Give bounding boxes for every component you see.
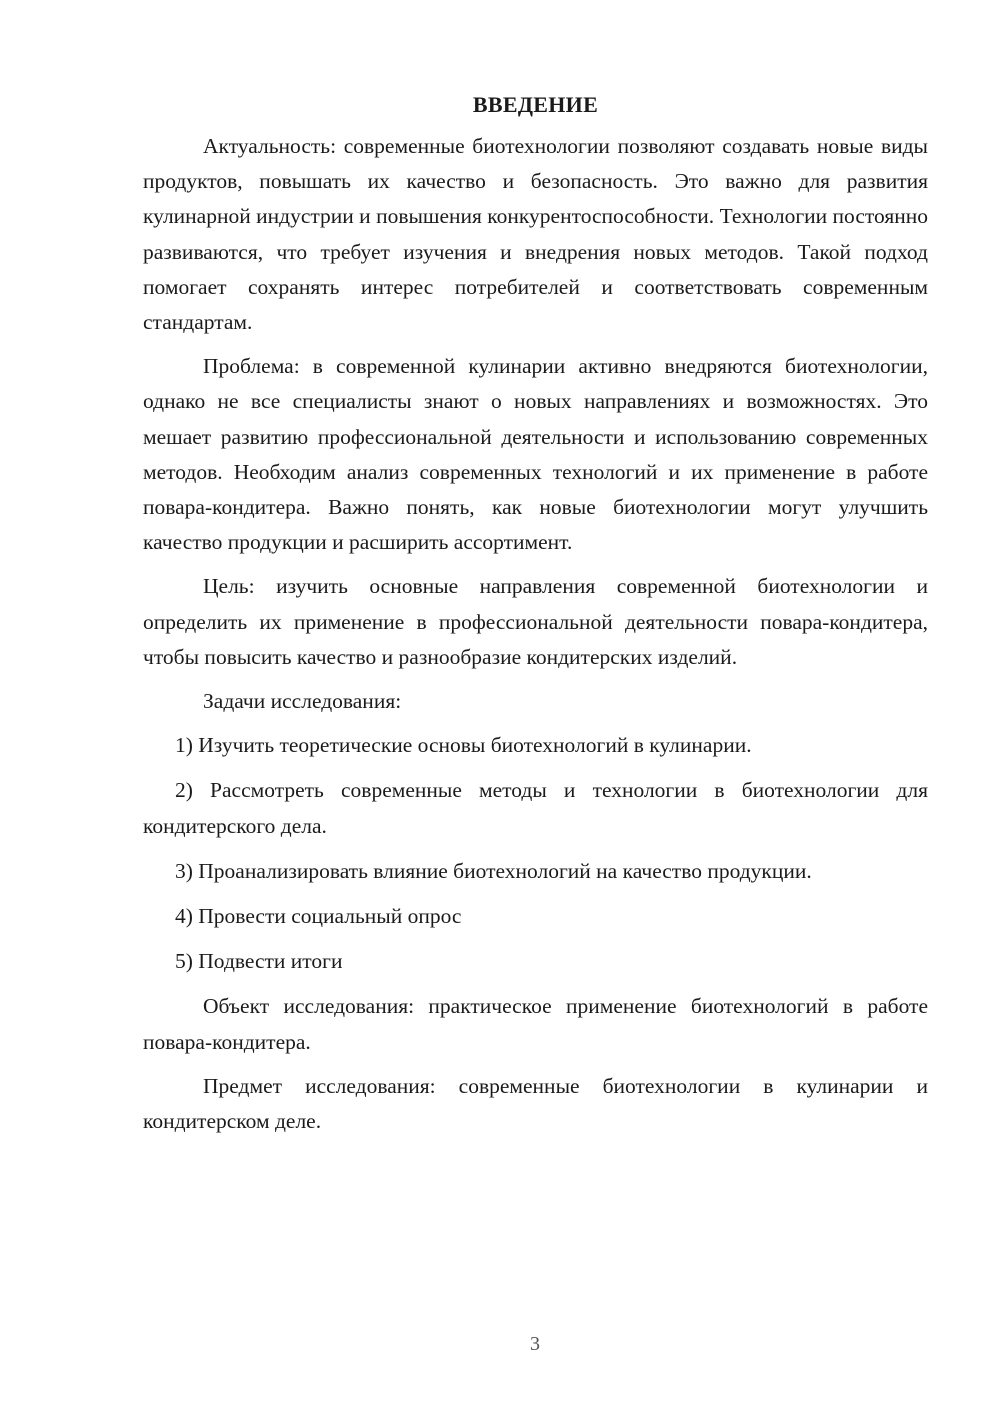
task-item-4: 4) Провести социальный опрос — [175, 904, 462, 929]
subject-paragraph: Предмет исследования: современные биотехнологии в кулинарии и кондитерском деле. — [143, 1073, 928, 1134]
task-item-2: 2) Рассмотреть современные методы и технологии в биотехнологии для кондитерского дела. — [143, 778, 928, 838]
relevance-paragraph: Актуальность: современные биотехнологии позволяют создавать новые виды продуктов, повышать их качество и безопасность. Это важно для развития кулинарной индустрии и повышения конкурентоспособности. Технологии постоянно развиваются, что требует изучения и внедрения новых методов. Такой подход помогает сохранять интерес потребителей и соответствовать современным стандартам. — [143, 134, 928, 335]
task-item-5: 5) Подвести итоги — [175, 949, 343, 974]
problem-paragraph: Проблема: в современной кулинарии активно внедряются биотехнологии, однако не все специалисты знают о новых направлениях и возможностях. Это мешает развитию профессиональной деятельности и использованию современных методов. Необходим анализ современных технологий и их применение в работе повара-кондитера. Важно понять, как новые биотехнологии могут улучшить качество продукции и расширить ассортимент. — [143, 354, 928, 555]
page-title: ВВЕДЕНИЕ — [472, 92, 599, 117]
document-page — [143, 90, 928, 1148]
task-item-3: 3) Проанализировать влияние биотехнологий на качество продукции. — [175, 858, 812, 883]
task-item-1: 1) Изучить теоретические основы биотехнологий в кулинарии. — [175, 733, 752, 758]
object-paragraph: Объект исследования: практическое применение биотехнологий в работе повара-кондитера. — [143, 994, 928, 1054]
goal-paragraph: Цель: изучить основные направления современной биотехнологии и определить их применение в профессиональной деятельности повара-кондитера, чтобы повысить качество и разнообразие кондитерских изделий. — [143, 574, 928, 669]
tasks-heading: Задачи исследования: — [203, 689, 402, 714]
page-number: 3 — [530, 1333, 540, 1355]
